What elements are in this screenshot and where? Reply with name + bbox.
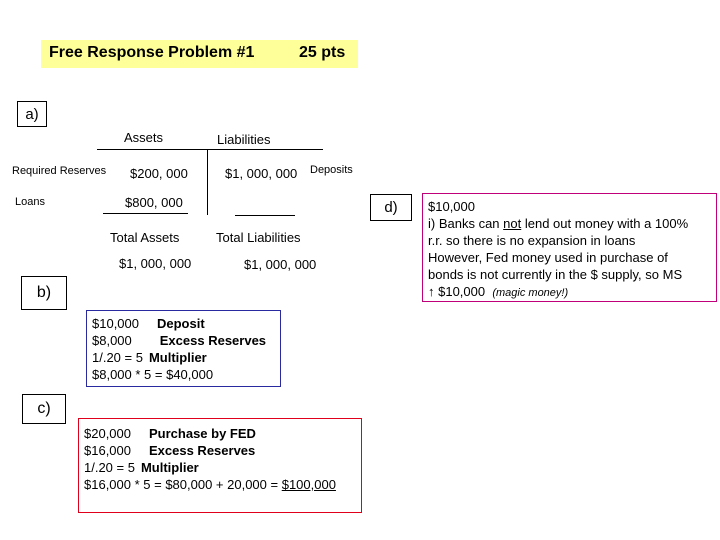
answer-d-line2: i) Banks can not lend out money with a 100% [428,216,689,231]
t-account-vertical-line [207,149,208,215]
answer-c-line3: 1/.20 = 5 Multiplier [84,460,199,475]
answer-c-box [78,418,362,513]
t-account-horizontal-line [97,149,323,150]
total-assets-value: $1, 000, 000 [119,256,192,271]
points-label: 25 pts [299,44,346,61]
assets-total-line [103,213,188,214]
answer-b-line2: $8,000 Excess Reserves [92,333,267,348]
liabilities-total-line [235,215,295,216]
required-reserves-value: $200, 000 [130,166,188,181]
loans-value: $800, 000 [125,195,183,210]
title-banner [41,40,358,68]
answer-d-line3: r.r. so there is no expansion in loans [428,233,636,248]
part-b-label: b) [21,276,67,310]
required-reserves-label: Required Reserves [12,165,107,177]
answer-d-box [422,193,717,302]
liabilities-header: Liabilities [217,132,271,147]
answer-c-line1: $20,000 Purchase by FED [84,426,256,441]
answer-c-line4: $16,000 * 5 = $80,000 + 20,000 = $100,000 [84,477,336,492]
part-d-label: d) [370,194,412,221]
total-liabilities-label: Total Liabilities [216,230,301,245]
loans-label: Loans [15,196,45,208]
total-liabilities-value: $1, 000, 000 [244,257,317,272]
answer-b-line1: $10,000 Deposit [92,316,205,331]
answer-d-line6: ↑ $10,000 (magic money!) [428,284,569,299]
part-c-label: c) [22,394,66,424]
assets-header: Assets [124,130,164,145]
part-a-label: a) [17,101,47,127]
answer-b-box [86,310,281,387]
total-assets-label: Total Assets [110,230,180,245]
deposits-value: $1, 000, 000 [225,166,298,181]
answer-d-line4: However, Fed money used in purchase of [428,250,668,265]
answer-b-line3: 1/.20 = 5 Multiplier [92,350,207,365]
problem-title: Free Response Problem #1 [49,44,255,61]
answer-c-line2: $16,000 Excess Reserves [84,443,256,458]
deposits-label: Deposits [310,164,353,176]
answer-d-line5: bonds is not currently in the $ supply, so MS [428,267,683,282]
answer-b-line4: $8,000 * 5 = $40,000 [92,367,214,382]
answer-d-line1: $10,000 [428,199,475,214]
